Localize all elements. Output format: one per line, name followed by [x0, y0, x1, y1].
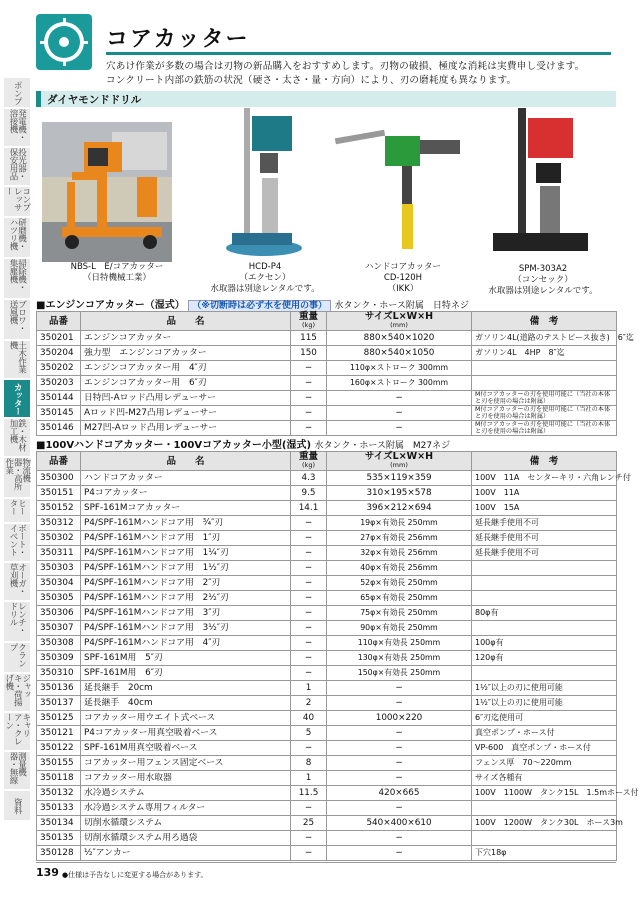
cell-remark: 延長継手使用不可	[472, 531, 617, 546]
cell-weight: 4.3	[291, 471, 327, 486]
col-header-remark: 備 考	[472, 452, 617, 471]
cell-code: 350152	[37, 501, 81, 516]
cell-size: −	[327, 846, 472, 861]
table-row	[37, 786, 617, 801]
col-header-name: 品 名	[81, 452, 291, 471]
table1-suffix: 水タンク・ホース附属 日特ネジ	[334, 301, 469, 311]
side-tab[interactable]: ポンプ	[4, 78, 30, 108]
side-tab[interactable]: クランプ	[4, 643, 30, 673]
cell-name: P4/SPF-161Mハンドコア用 1½″刃	[81, 561, 291, 576]
cell-name: エンジンコアカッター用 4″刃	[81, 361, 291, 376]
caption-line: （コンセック）	[513, 275, 573, 285]
cell-weight: −	[291, 516, 327, 531]
photo-caption	[468, 264, 618, 297]
side-tab[interactable]: 鉄・木材加工機	[4, 419, 30, 457]
cell-code: 350145	[37, 406, 81, 421]
cell-weight: −	[291, 391, 327, 406]
cell-remark: 100V 1100W タンク15L 1.5mホース付	[472, 786, 617, 801]
cell-weight: 1	[291, 681, 327, 696]
cell-weight: 9.5	[291, 486, 327, 501]
cell-weight: −	[291, 606, 327, 621]
photo-caption	[348, 262, 458, 295]
cell-weight: −	[291, 831, 327, 846]
cell-name: SPF-161M用 6″刃	[81, 666, 291, 681]
section-title: ダイヤモンドドリル	[47, 94, 142, 106]
cell-remark	[472, 361, 617, 376]
cell-code: 350307	[37, 621, 81, 636]
cell-code: 350146	[37, 421, 81, 436]
col-header-code: 品番	[37, 312, 81, 331]
col-header-remark: 備 考	[472, 312, 617, 331]
cell-code: 350122	[37, 741, 81, 756]
title-underline	[106, 52, 611, 55]
photo-caption	[62, 262, 172, 284]
side-tab[interactable]: 資料	[4, 791, 30, 821]
cell-name: Aロッド凹-M27凸用レデューサー	[81, 406, 291, 421]
cell-weight: −	[291, 666, 327, 681]
header-unit: (mm)	[390, 321, 408, 329]
caption-line: （IKK）	[387, 284, 419, 294]
cell-code: 350201	[37, 331, 81, 346]
cell-remark: 6″刃迄使用可	[472, 711, 617, 726]
cell-remark: 延長継手使用不可	[472, 516, 617, 531]
description-line: 穴あけ作業が多数の場合は刃物の新品購入をおすすめします。刃物の破損、極度な消耗は実費申し受けます。	[106, 61, 585, 72]
cell-code: 350135	[37, 831, 81, 846]
table-header-row	[37, 452, 617, 471]
side-tab[interactable]: ブロワ・送風機	[4, 300, 30, 340]
table-row	[37, 771, 617, 786]
table-row	[37, 591, 617, 606]
cell-remark	[472, 621, 617, 636]
cell-size: 130φ×有効長 250mm	[327, 651, 472, 666]
side-tab[interactable]: コンプレッサー	[4, 187, 30, 217]
cell-size: −	[327, 756, 472, 771]
side-tab[interactable]: ボート・イベント	[4, 524, 30, 562]
cell-remark	[472, 561, 617, 576]
table-row	[37, 846, 617, 861]
cell-size: −	[327, 391, 472, 406]
header-unit: (mm)	[390, 461, 408, 469]
caption-line: SPM-303A2	[518, 264, 568, 274]
cell-remark: 真空ポンプ・ホース付	[472, 726, 617, 741]
cell-remark: 80φ有	[472, 606, 617, 621]
cell-code: 350312	[37, 516, 81, 531]
caption-line: 水取器は別途レンタルです。	[488, 286, 598, 296]
table1-heading	[36, 296, 469, 311]
table-row	[37, 741, 617, 756]
cell-name: P4/SPF-161Mハンドコア用 2″刃	[81, 576, 291, 591]
cell-size: −	[327, 421, 472, 436]
cell-size: 420×665	[327, 786, 472, 801]
cell-code: 350133	[37, 801, 81, 816]
product-photo-engine-cutter	[42, 122, 172, 262]
table-row	[37, 636, 617, 651]
cell-code: 350302	[37, 531, 81, 546]
table-row	[37, 831, 617, 846]
cell-code: 350134	[37, 816, 81, 831]
side-tab[interactable]: 研磨機・ハツリ機	[4, 218, 30, 258]
cell-remark	[472, 801, 617, 816]
cell-weight: 115	[291, 331, 327, 346]
caption-line: ハンドコアカッター	[365, 262, 441, 272]
cell-name: P4/SPF-161Mハンドコア用 4″刃	[81, 636, 291, 651]
cell-weight: −	[291, 636, 327, 651]
cell-code: 350310	[37, 666, 81, 681]
side-tab[interactable]: キャリア・クレーン	[4, 713, 30, 751]
header-text: サイズL×W×H	[364, 451, 434, 462]
cell-size: 880×540×1020	[327, 331, 472, 346]
cell-remark: 100V 11A	[472, 486, 617, 501]
table-row	[37, 346, 617, 361]
side-tab[interactable]: オーガ・草刈機	[4, 563, 30, 601]
cell-code: 350309	[37, 651, 81, 666]
table-hand-core-cutters	[36, 451, 639, 861]
cell-weight: 11.5	[291, 786, 327, 801]
col-header-size	[327, 452, 472, 471]
cell-remark: 100V 15A	[472, 501, 617, 516]
cell-weight: −	[291, 546, 327, 561]
caption-line: 水取器は別途レンタルです。	[210, 284, 320, 294]
cell-size: 32φ×有効長 256mm	[327, 546, 472, 561]
side-tab[interactable]: ジャッキ・荷揚げ機	[4, 674, 30, 712]
cell-remark: 100φ有	[472, 636, 617, 651]
cell-name: コアカッター用水取器	[81, 771, 291, 786]
cell-size: −	[327, 801, 472, 816]
table-row	[37, 726, 617, 741]
product-photo-spm-303a2	[488, 108, 598, 258]
side-tab[interactable]: レンチ・ドリル	[4, 602, 30, 642]
table2-title: ■100Vハンドコアカッター・100Vコアカッター小型(湿式)	[36, 440, 312, 451]
cell-remark: サイズ各種有	[472, 771, 617, 786]
table-row	[37, 816, 617, 831]
cell-code: 350132	[37, 786, 81, 801]
col-header-weight	[291, 452, 327, 471]
cell-remark: VP-600 真空ポンプ・ホース付	[472, 741, 617, 756]
cell-size: 40φ×有効長 256mm	[327, 561, 472, 576]
cell-remark: 1½″以上の刃に使用可能	[472, 696, 617, 711]
cell-size: 65φ×有効長 250mm	[327, 591, 472, 606]
col-header-code: 品番	[37, 452, 81, 471]
cell-size: 880×540×1050	[327, 346, 472, 361]
table-row	[37, 361, 617, 376]
cell-remark: 下穴18φ	[472, 846, 617, 861]
cell-weight: −	[291, 591, 327, 606]
side-tab[interactable]: 発電機・溶接機	[4, 109, 30, 147]
table-row	[37, 696, 617, 711]
cell-weight: −	[291, 421, 327, 436]
table-row	[37, 711, 617, 726]
cell-name: 切削水循環システム	[81, 816, 291, 831]
cell-name: ½″アンカー	[81, 846, 291, 861]
cell-name: エンジンコアカッター用 6″刃	[81, 376, 291, 391]
cell-weight: −	[291, 406, 327, 421]
page-title: コアカッター	[106, 27, 250, 52]
cell-name: 延長継手 20cm	[81, 681, 291, 696]
cell-size: 396×212×694	[327, 501, 472, 516]
cell-name: P4コアカッター用真空吸着ベース	[81, 726, 291, 741]
description-line: コンクリート内部の鉄筋の状況（硬さ・太さ・量・方向）により、刃の磨耗度も異なります。	[106, 75, 517, 86]
cell-name: SPF-161M用真空吸着ベース	[81, 741, 291, 756]
header-text: サイズL×W×H	[364, 311, 434, 322]
table-row	[37, 666, 617, 681]
cell-code: 350151	[37, 486, 81, 501]
cell-size: −	[327, 771, 472, 786]
table-row	[37, 486, 617, 501]
cell-code: 350136	[37, 681, 81, 696]
cell-weight: −	[291, 361, 327, 376]
table-row	[37, 391, 617, 406]
side-tab[interactable]: 物流機器・高所作業	[4, 458, 30, 498]
cell-weight: −	[291, 846, 327, 861]
table-row	[37, 471, 617, 486]
cell-code: 350118	[37, 771, 81, 786]
side-tab[interactable]: ヒーター	[4, 499, 30, 523]
cell-remark: 1½″以上の刃に使用可能	[472, 681, 617, 696]
table1-title: ■エンジンコアカッター（湿式）	[36, 300, 185, 311]
cell-weight: −	[291, 651, 327, 666]
product-photo-hand-core	[330, 124, 470, 254]
description	[106, 60, 616, 88]
cell-weight: −	[291, 531, 327, 546]
cell-size: 90φ×有効長 250mm	[327, 621, 472, 636]
caption-line: （日特機械工業）	[82, 273, 151, 283]
cell-name: コアカッター用ウエイト式ベース	[81, 711, 291, 726]
cell-remark: 100V 11A センターキリ・六角レンチ付	[472, 471, 617, 486]
cell-remark: ガソリン4L(道路のテストピース抜き) 6″迄	[472, 331, 617, 346]
side-tab[interactable]: カッター	[4, 380, 30, 418]
cell-remark: M付コアカッターの刃を使用可能に（当社の本体と刃を使用の場合は附属）	[472, 406, 617, 421]
cell-code: 350303	[37, 561, 81, 576]
cell-remark	[472, 831, 617, 846]
cell-name: 切削水循環システム用ろ過袋	[81, 831, 291, 846]
cell-code: 350308	[37, 636, 81, 651]
caption-line: CD-120H	[383, 273, 423, 283]
cell-weight: −	[291, 741, 327, 756]
cell-code: 350300	[37, 471, 81, 486]
table-row	[37, 561, 617, 576]
cell-remark: M付コアカッターの刃を使用可能に（当社の本体と刃を使用の場合は附属）	[472, 421, 617, 436]
cell-weight: 8	[291, 756, 327, 771]
cell-name: 強力型 エンジンコアカッター	[81, 346, 291, 361]
cell-name: SPF-161M用 5″刃	[81, 651, 291, 666]
cell-weight: −	[291, 576, 327, 591]
table-header-row	[37, 312, 617, 331]
cell-size: 75φ×有効長 250mm	[327, 606, 472, 621]
cell-name: ハンドコアカッター	[81, 471, 291, 486]
cell-name: P4/SPF-161Mハンドコア用 3½″刃	[81, 621, 291, 636]
cell-size: −	[327, 406, 472, 421]
cell-remark	[472, 666, 617, 681]
cell-remark	[472, 376, 617, 391]
cell-weight: 14.1	[291, 501, 327, 516]
cell-weight: −	[291, 801, 327, 816]
cell-size: 27φ×有効長 256mm	[327, 531, 472, 546]
cell-name: 日特凹-Aロッド凸用レデューサー	[81, 391, 291, 406]
table-row	[37, 406, 617, 421]
cell-size: −	[327, 741, 472, 756]
table-row	[37, 376, 617, 391]
cell-code: 350305	[37, 591, 81, 606]
col-header-size	[327, 312, 472, 331]
table-engine-cutters	[36, 311, 634, 436]
cell-code: 350203	[37, 376, 81, 391]
cell-weight: 2	[291, 696, 327, 711]
table-row	[37, 651, 617, 666]
header-text: 重量	[298, 451, 318, 462]
table-row	[37, 546, 617, 561]
cell-name: P4/SPF-161Mハンドコア用 1″刃	[81, 531, 291, 546]
cell-size: −	[327, 696, 472, 711]
cell-size: 160φ×ストローク 300mm	[327, 376, 472, 391]
cell-size: 150φ×有効長 250mm	[327, 666, 472, 681]
section-bar	[36, 91, 616, 107]
cell-remark: 延長継手使用不可	[472, 546, 617, 561]
cell-size: 1000×220	[327, 711, 472, 726]
side-tab[interactable]: 測量機器・無線	[4, 752, 30, 790]
caption-line: HCD-P4	[248, 262, 282, 272]
product-photo-hcd-p4	[222, 108, 312, 258]
cell-name: SPF-161Mコアカッター	[81, 501, 291, 516]
side-tabs	[0, 78, 36, 878]
cell-weight: 1	[291, 771, 327, 786]
col-header-weight	[291, 312, 327, 331]
cell-code: 350137	[37, 696, 81, 711]
cell-code: 350304	[37, 576, 81, 591]
cell-remark	[472, 576, 617, 591]
cell-code: 350155	[37, 756, 81, 771]
table-row	[37, 421, 617, 436]
blade-logo-icon	[36, 14, 92, 70]
header-unit: (kg)	[302, 321, 315, 329]
table-row	[37, 331, 617, 346]
table-row	[37, 516, 617, 531]
cell-code: 350125	[37, 711, 81, 726]
cell-remark: ガソリン4L 4HP 8″迄	[472, 346, 617, 361]
cell-weight: 150	[291, 346, 327, 361]
cell-name: P4/SPF-161Mハンドコア用 3″刃	[81, 606, 291, 621]
caption-line: （エクセン）	[239, 273, 291, 283]
cell-weight: 40	[291, 711, 327, 726]
cell-size: −	[327, 726, 472, 741]
cell-size: 310×195×578	[327, 486, 472, 501]
cell-name: 水冷過システム	[81, 786, 291, 801]
cell-name: P4/SPF-161Mハンドコア用 2½″刃	[81, 591, 291, 606]
table1-note: （※切断時は必ず水を使用の事）	[188, 300, 331, 312]
cell-remark: M付コアカッターの刃を使用可能に（当社の本体と刃を使用の場合は附属）	[472, 391, 617, 406]
table-row	[37, 681, 617, 696]
table2-heading	[36, 436, 450, 451]
cell-weight: −	[291, 561, 327, 576]
cell-name: P4/SPF-161Mハンドコア用 1¼″刃	[81, 546, 291, 561]
header-unit: (kg)	[302, 461, 315, 469]
cell-weight: 5	[291, 726, 327, 741]
cell-name: 延長継手 40cm	[81, 696, 291, 711]
cell-weight: −	[291, 376, 327, 391]
photo-caption	[200, 262, 330, 295]
footer-divider	[36, 862, 616, 863]
cell-code: 350311	[37, 546, 81, 561]
cell-size: −	[327, 681, 472, 696]
col-header-name: 品 名	[81, 312, 291, 331]
table-row	[37, 531, 617, 546]
table-row	[37, 756, 617, 771]
cell-code: 350202	[37, 361, 81, 376]
side-tab[interactable]: 掃除機・集塵機	[4, 259, 30, 299]
table2-suffix: 水タンク・ホース附属 M27ネジ	[314, 441, 451, 451]
cell-name: P4/SPF-161Mハンドコア用 ¾″刃	[81, 516, 291, 531]
cell-remark: フェンス厚 70〜220mm	[472, 756, 617, 771]
table-row	[37, 621, 617, 636]
cell-size: 540×400×610	[327, 816, 472, 831]
table-row	[37, 606, 617, 621]
cell-weight: 25	[291, 816, 327, 831]
cell-code: 350306	[37, 606, 81, 621]
header-text: 重量	[298, 311, 318, 322]
cell-size: 110φ×ストローク 300mm	[327, 361, 472, 376]
cell-size: −	[327, 831, 472, 846]
cell-remark: 100V 1200W タンク30L ホース3m	[472, 816, 617, 831]
cell-code: 350204	[37, 346, 81, 361]
cell-size: 52φ×有効長 250mm	[327, 576, 472, 591]
cell-remark	[472, 591, 617, 606]
side-tab[interactable]: 投光器・保安用品	[4, 148, 30, 186]
cell-name: コアカッター用フェンス固定ベース	[81, 756, 291, 771]
table-row	[37, 501, 617, 516]
cell-name: P4コアカッター	[81, 486, 291, 501]
cell-size: 19φ×有効長 250mm	[327, 516, 472, 531]
table-row	[37, 576, 617, 591]
side-tab[interactable]: 土木作業機	[4, 341, 30, 379]
cell-size: 110φ×有効長 250mm	[327, 636, 472, 651]
footer-note: ●仕様は予告なしに変更する場合があります。	[62, 871, 208, 879]
cell-code: 350128	[37, 846, 81, 861]
table-row	[37, 801, 617, 816]
cell-name: エンジンコアカッター	[81, 331, 291, 346]
cell-name: M27凹-Aロッド凸用レデューサー	[81, 421, 291, 436]
cell-remark: 120φ有	[472, 651, 617, 666]
cell-name: 水冷過システム専用フィルター	[81, 801, 291, 816]
cell-size: 535×119×359	[327, 471, 472, 486]
cell-code: 350121	[37, 726, 81, 741]
cell-code: 350144	[37, 391, 81, 406]
cell-weight: −	[291, 621, 327, 636]
caption-line: NBS-L E/コアカッター	[70, 262, 164, 272]
page-number: 139	[36, 866, 59, 879]
